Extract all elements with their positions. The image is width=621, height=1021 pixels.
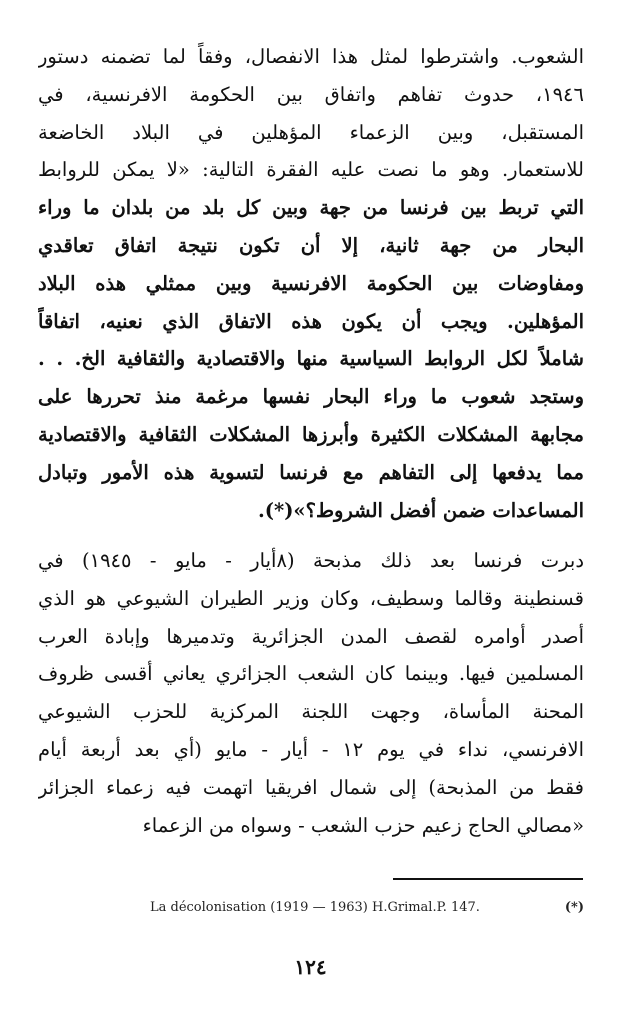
page-number: ١٢٤ <box>294 955 327 979</box>
text-line: البحار من جهة ثانية، إلا أن تكون نتيجة اتفاق تعاقدي <box>38 233 584 257</box>
paragraph-1 <box>38 38 584 529</box>
text-line: الافرنسي، نداء في يوم ١٢ - أيار - مايو (أي بعد أربعة أيام <box>38 737 584 761</box>
text-line: التي تربط بين فرنسا من جهة وبين كل بلد من بلدان ما وراء <box>38 196 584 220</box>
footnote-marker: (*) <box>564 900 584 915</box>
text-line: ١٩٤٦، حدوث تفاهم واتفاق بين الحكومة الافرنسية، في <box>38 82 584 106</box>
text-line: قسنطينة وقالما وسطيف، وكان وزير الطيران الشيوعي هو الذي <box>38 586 584 610</box>
text-line: المسلمين فيها. وبينما كان الشعب الجزائري يعاني أقسى ظروف <box>38 662 584 686</box>
footnote-divider <box>393 878 583 880</box>
text-line: أصدر أوامره لقصف المدن الجزائرية وتدميرها وإبادة العرب <box>38 624 584 648</box>
text-line: وستجد شعوب ما وراء البحار نفسها مرغمة منذ تحررها على <box>38 385 584 409</box>
footnote <box>150 900 584 915</box>
paragraph-2 <box>38 542 584 844</box>
text-line: المحنة المأساة، وجهت اللجنة المركزية للحزب الشيوعي <box>38 700 584 724</box>
text-line: المؤهلين. ويجب أن يكون هذه الاتفاق الذي نعنيه، اتفاقاً <box>38 309 584 333</box>
text-line: مما يدفعها إلى التفاهم مع فرنسا لتسوية هذه الأمور وتبادل <box>38 460 584 484</box>
text-line: المساعدات ضمن أفضل الشروط؟»(*). <box>257 498 584 522</box>
text-line: فقط من المذبحة) إلى شمال افريقيا اتهمت فيه زعماء الجزائر <box>38 775 584 799</box>
text-line: الشعوب. واشترطوا لمثل هذا الانفصال، وفقاً لما تضمنه دستور <box>38 45 584 68</box>
text-line: «مصالي الحاج زعيم حزب الشعب - وسواه من الزعماء <box>142 813 584 837</box>
footnote-text: La décolonisation (1919 — 1963) H.Grimal.P. 147. <box>150 900 480 915</box>
text-line: دبرت فرنسا بعد ذلك مذبحة (٨أيار - مايو - ١٩٤٥) في <box>38 549 584 572</box>
text-line: للاستعمار. وهو ما نصت عليه الفقرة التالية: «لا يمكن للروابط <box>38 158 584 182</box>
text-line: مجابهة المشكلات الكثيرة وأبرزها المشكلات الثقافية والاقتصادية <box>38 422 584 446</box>
text-line: ومفاوضات بين الحكومة الافرنسية وبين ممثلي هذه البلاد <box>38 271 584 295</box>
text-line: المستقبل، وبين الزعماء المؤهلين في البلاد الخاضعة <box>38 120 584 144</box>
text-line: شاملاً لكل الروابط السياسية منها والاقتصادية والثقافية الخ. . . <box>38 347 584 371</box>
